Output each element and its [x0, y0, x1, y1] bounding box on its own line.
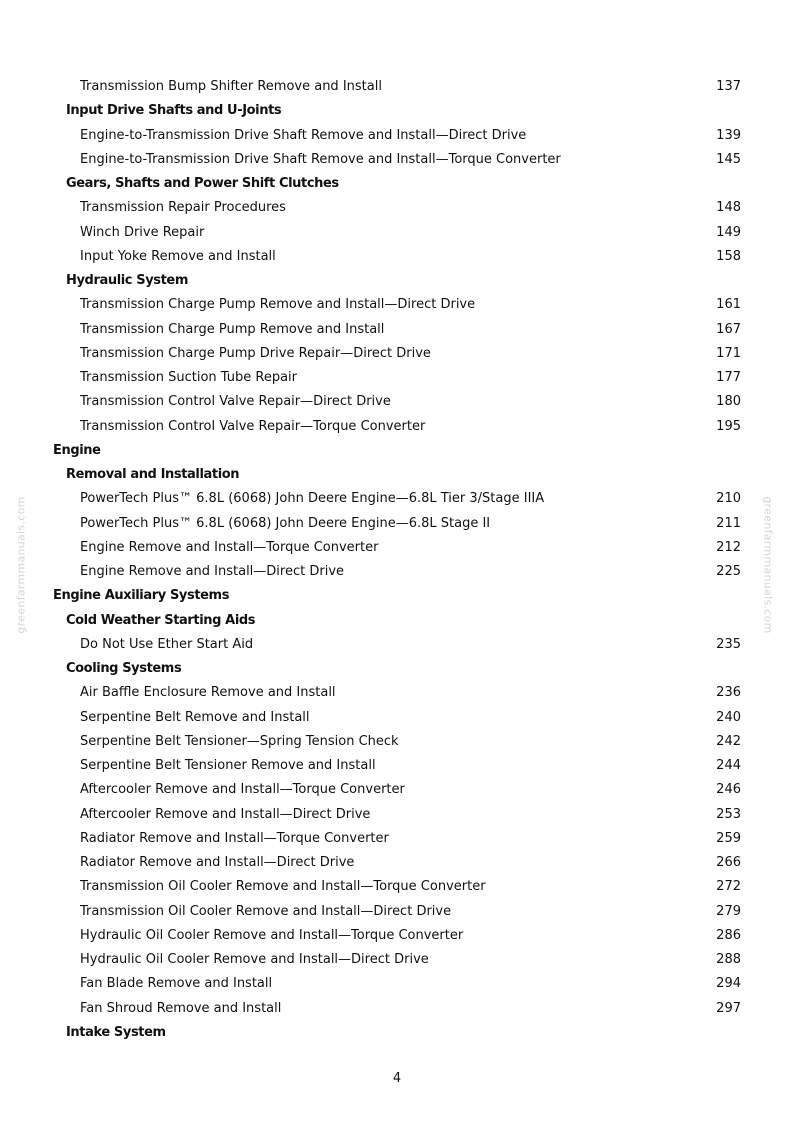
- toc-entry-row[interactable]: [0, 875, 794, 899]
- toc-page-number: 195: [716, 418, 741, 434]
- toc-entry-title[interactable]: Serpentine Belt Tensioner—Spring Tension Check: [80, 733, 399, 749]
- toc-entry-row[interactable]: [0, 293, 794, 317]
- toc-entry-row[interactable]: [0, 754, 794, 778]
- toc-entry-title[interactable]: Winch Drive Repair: [80, 224, 205, 240]
- toc-entry-row[interactable]: [0, 681, 794, 705]
- toc-entry-title[interactable]: Transmission Repair Procedures: [80, 200, 286, 216]
- toc-page-number: 210: [716, 491, 741, 507]
- toc-entry-title[interactable]: Aftercooler Remove and Install—Direct Drive: [80, 806, 371, 822]
- toc-section-row[interactable]: [0, 439, 794, 463]
- toc-subsection-title[interactable]: Intake System: [66, 1024, 166, 1040]
- toc-entry-row[interactable]: [0, 924, 794, 948]
- toc-page-number: 253: [716, 806, 741, 822]
- toc-entry-row[interactable]: [0, 827, 794, 851]
- toc-subsection-row[interactable]: [0, 172, 794, 196]
- toc-entry-row[interactable]: [0, 948, 794, 972]
- toc-entry-title[interactable]: Transmission Oil Cooler Remove and Install—Direct Drive: [80, 903, 452, 919]
- watermark-left: greenfarmmanuals.com: [14, 496, 28, 634]
- toc-subsection-row[interactable]: [0, 657, 794, 681]
- toc-page-number: 148: [716, 200, 741, 216]
- toc-page-number: 294: [716, 976, 741, 992]
- toc-entry-title[interactable]: Transmission Suction Tube Repair: [80, 370, 297, 385]
- toc-entry-row[interactable]: [0, 851, 794, 875]
- toc-page-number: 236: [716, 685, 741, 701]
- toc-subsection-title[interactable]: Removal and Installation: [66, 467, 240, 482]
- toc-entry-title[interactable]: Serpentine Belt Tensioner Remove and Install: [80, 758, 376, 773]
- toc-entry-row[interactable]: [0, 148, 794, 172]
- toc-entry-title[interactable]: Engine-to-Transmission Drive Shaft Remove and Install—Direct Drive: [80, 127, 527, 143]
- toc-entry-title[interactable]: Engine-to-Transmission Drive Shaft Remove and Install—Torque Converter: [80, 151, 561, 167]
- page-number: 4: [392, 1071, 402, 1086]
- toc-entry-row[interactable]: [0, 390, 794, 414]
- toc-subsection-title[interactable]: Gears, Shafts and Power Shift Clutches: [66, 176, 339, 191]
- toc-page-number: 145: [716, 151, 741, 167]
- toc-entry-row[interactable]: [0, 487, 794, 511]
- toc-entry-row[interactable]: [0, 245, 794, 269]
- toc-page-number: 279: [716, 903, 741, 919]
- toc-page-number: 167: [716, 321, 741, 337]
- toc-page-number: 242: [716, 733, 741, 749]
- toc-page-number: 180: [716, 394, 741, 410]
- toc-entry-row[interactable]: [0, 997, 794, 1021]
- toc-page-number: 244: [716, 758, 741, 773]
- toc-entry-title[interactable]: Transmission Control Valve Repair—Torque Converter: [80, 418, 426, 434]
- toc-subsection-title[interactable]: Input Drive Shafts and U-Joints: [66, 103, 282, 119]
- toc-page-number: 149: [716, 224, 741, 240]
- toc-entry-row[interactable]: [0, 900, 794, 924]
- toc-entry-title[interactable]: PowerTech Plus™ 6.8L (6068) John Deere Engine—6.8L Tier 3/Stage IIIA: [80, 491, 545, 507]
- toc-entry-row[interactable]: [0, 221, 794, 245]
- toc-section-row[interactable]: [0, 584, 794, 608]
- toc-subsection-row[interactable]: [0, 1021, 794, 1045]
- toc-page-number: 212: [716, 539, 741, 555]
- toc-entry-title[interactable]: Transmission Control Valve Repair—Direct Drive: [80, 394, 391, 410]
- toc-entry-row[interactable]: [0, 536, 794, 560]
- toc-entry-title[interactable]: Air Baffle Enclosure Remove and Install: [80, 685, 336, 701]
- toc-subsection-row[interactable]: [0, 609, 794, 633]
- toc-entry-title[interactable]: Transmission Charge Pump Drive Repair—Direct Drive: [80, 345, 431, 361]
- toc-subsection-title[interactable]: Cold Weather Starting Aids: [66, 612, 256, 628]
- toc-section-title[interactable]: Engine: [53, 442, 101, 458]
- toc-entry-title[interactable]: Fan Shroud Remove and Install: [80, 1000, 282, 1016]
- toc-entry-title[interactable]: Engine Remove and Install—Torque Converter: [80, 539, 379, 555]
- toc-entry-title[interactable]: Engine Remove and Install—Direct Drive: [80, 564, 345, 579]
- toc-entry-row[interactable]: [0, 706, 794, 730]
- toc-entry-title[interactable]: Hydraulic Oil Cooler Remove and Install—Direct Drive: [80, 952, 429, 967]
- toc-entry-title[interactable]: Transmission Oil Cooler Remove and Install—Torque Converter: [80, 879, 486, 895]
- toc-page-number: 235: [716, 636, 741, 652]
- toc-page-number: 158: [716, 248, 741, 264]
- toc-subsection-row[interactable]: [0, 99, 794, 123]
- toc-entry-row[interactable]: [0, 75, 794, 99]
- toc-entry-row[interactable]: [0, 196, 794, 220]
- toc-entry-title[interactable]: Do Not Use Ether Start Aid: [80, 636, 254, 652]
- toc-entry-row[interactable]: [0, 730, 794, 754]
- toc-section-title[interactable]: Engine Auxiliary Systems: [53, 588, 230, 604]
- toc-page-number: 246: [716, 782, 741, 798]
- toc-entry-row[interactable]: [0, 342, 794, 366]
- toc-entry-title[interactable]: Input Yoke Remove and Install: [80, 248, 276, 264]
- toc-entry-title[interactable]: Serpentine Belt Remove and Install: [80, 709, 310, 725]
- toc-entry-title[interactable]: Transmission Charge Pump Remove and Install—Direct Drive: [80, 297, 476, 313]
- toc-page-number: 225: [716, 564, 741, 579]
- toc-entry-row[interactable]: [0, 972, 794, 996]
- toc-entry-row[interactable]: [0, 366, 794, 390]
- toc-page-number: 266: [716, 855, 741, 870]
- toc-page-number: 171: [716, 345, 741, 361]
- toc-page-number: 240: [716, 709, 741, 725]
- toc-page-number: 286: [716, 927, 741, 943]
- toc-entry-title[interactable]: Hydraulic Oil Cooler Remove and Install—Torque Converter: [80, 927, 464, 943]
- toc-page-number: 211: [716, 515, 741, 531]
- toc-entry-title[interactable]: Radiator Remove and Install—Torque Converter: [80, 830, 389, 846]
- toc-subsection-title[interactable]: Hydraulic System: [66, 273, 188, 288]
- toc-page-number: 139: [716, 127, 741, 143]
- toc-subsection-row[interactable]: [0, 269, 794, 293]
- toc-subsection-row[interactable]: [0, 463, 794, 487]
- toc-entry-title[interactable]: Fan Blade Remove and Install: [80, 976, 273, 992]
- toc-subsection-title[interactable]: Cooling Systems: [66, 661, 182, 676]
- toc-page-number: 272: [716, 879, 741, 895]
- toc-entry-row[interactable]: [0, 778, 794, 802]
- toc-entry-title[interactable]: PowerTech Plus™ 6.8L (6068) John Deere Engine—6.8L Stage II: [80, 515, 491, 531]
- toc-page-number: 288: [716, 952, 741, 967]
- toc-page-number: 177: [716, 370, 741, 385]
- toc-entry-title[interactable]: Transmission Charge Pump Remove and Install: [80, 321, 385, 337]
- toc-entry-row[interactable]: [0, 124, 794, 148]
- toc-page-number: 137: [716, 79, 741, 94]
- watermark-right: greenfarmmanuals.com: [761, 496, 775, 634]
- toc-page-number: 161: [716, 297, 741, 313]
- toc-entry-row[interactable]: [0, 633, 794, 657]
- toc-entry-row[interactable]: [0, 803, 794, 827]
- toc-entry-row[interactable]: [0, 512, 794, 536]
- toc-entry-row[interactable]: [0, 415, 794, 439]
- toc-entry-title[interactable]: Radiator Remove and Install—Direct Drive: [80, 855, 355, 870]
- toc-page-number: 297: [716, 1000, 741, 1016]
- toc-entry-row[interactable]: [0, 560, 794, 584]
- toc-entry-row[interactable]: [0, 318, 794, 342]
- toc-entry-title[interactable]: Transmission Bump Shifter Remove and Install: [80, 79, 382, 94]
- toc-page-number: 259: [716, 830, 741, 846]
- table-of-contents: [0, 75, 794, 1045]
- toc-entry-title[interactable]: Aftercooler Remove and Install—Torque Converter: [80, 782, 405, 798]
